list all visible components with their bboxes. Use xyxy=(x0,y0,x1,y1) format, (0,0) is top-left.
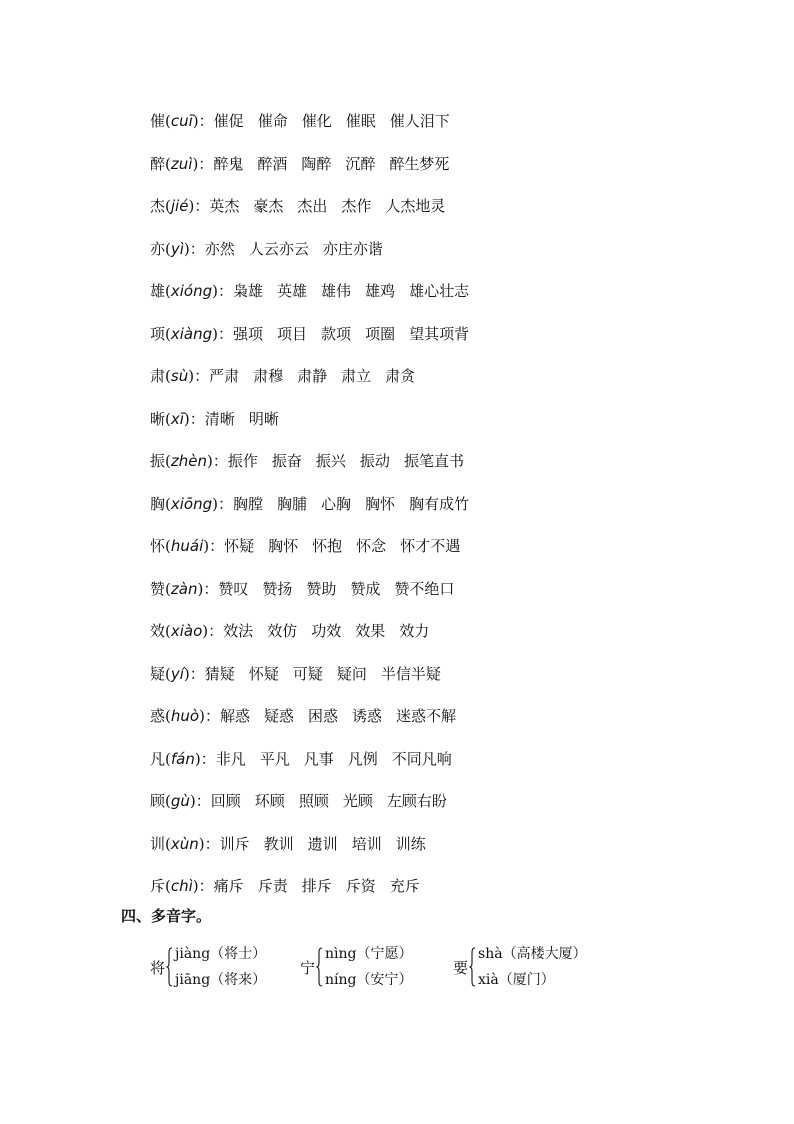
entry-pinyin: gù xyxy=(170,792,190,810)
entry-word: 亦然 xyxy=(204,239,235,258)
entry-word: 强项 xyxy=(233,324,264,343)
entry-pinyin: xiào xyxy=(170,622,203,640)
close-paren: ) xyxy=(183,239,190,258)
open-paren: ( xyxy=(165,324,171,343)
entry-word: 不同凡响 xyxy=(391,749,452,768)
reading-pinyin: jiàng xyxy=(175,946,211,962)
entry-word: 遗训 xyxy=(307,834,338,853)
open-paren: ( xyxy=(165,112,171,130)
open-paren: ( xyxy=(165,154,171,173)
close-paren: ) xyxy=(192,112,199,130)
polyphone-character: 要 xyxy=(453,958,469,977)
vocab-entry xyxy=(150,568,483,611)
entry-word: 项圈 xyxy=(365,324,396,343)
colon: ： xyxy=(204,707,220,725)
reading-example: （将士） xyxy=(210,946,267,962)
vocab-entry xyxy=(150,525,483,568)
entry-pinyin: chì xyxy=(170,877,193,895)
entry-word: 充斥 xyxy=(389,877,420,895)
entry-word: 肃穆 xyxy=(253,367,284,385)
colon: ： xyxy=(217,494,233,513)
entry-character: 雄 xyxy=(150,282,166,300)
entry-word: 心胸 xyxy=(321,494,352,513)
entry-word: 赞叹 xyxy=(218,579,249,598)
polyphone-character: 将 xyxy=(150,958,166,977)
open-paren: ( xyxy=(165,197,171,215)
entry-word: 斥责 xyxy=(257,877,288,895)
reading-pinyin: shà xyxy=(478,946,503,962)
polyphone-list xyxy=(150,940,710,994)
entry-character: 惑 xyxy=(150,707,166,725)
entry-word: 赞成 xyxy=(350,579,381,598)
entry-pinyin: zhèn xyxy=(170,452,207,470)
entry-word: 怀念 xyxy=(356,537,387,555)
entry-character: 凡 xyxy=(150,749,166,768)
entry-word: 催人泪下 xyxy=(389,112,450,130)
entry-character: 斥 xyxy=(150,877,166,895)
entry-character: 催 xyxy=(150,112,166,130)
reading-pinyin: níng xyxy=(325,972,357,988)
entry-word: 效法 xyxy=(223,622,254,640)
entry-character: 顾 xyxy=(150,792,166,810)
brace-icon xyxy=(166,947,173,987)
entry-word: 照顾 xyxy=(298,792,329,810)
entry-word: 醉鬼 xyxy=(213,154,244,173)
entry-character: 肃 xyxy=(150,367,166,385)
open-paren: ( xyxy=(165,409,171,428)
colon: ： xyxy=(194,197,210,215)
entry-word: 振奋 xyxy=(271,452,302,470)
entry-word: 项目 xyxy=(277,324,308,343)
close-paren: ) xyxy=(192,877,199,895)
close-paren: ) xyxy=(199,707,205,725)
open-paren: ( xyxy=(165,282,171,300)
open-paren: ( xyxy=(165,537,171,555)
colon: ： xyxy=(198,154,214,173)
vocab-entry xyxy=(150,440,483,483)
entry-word: 催命 xyxy=(257,112,288,130)
colon: ： xyxy=(204,834,220,853)
close-paren: ) xyxy=(192,154,199,173)
entry-word: 效果 xyxy=(355,622,386,640)
reading-example: （安宁） xyxy=(356,972,413,988)
entry-word: 怀疑 xyxy=(224,537,255,555)
entry-word: 醉生梦死 xyxy=(389,154,450,173)
vocab-entry xyxy=(150,865,483,908)
entry-word: 沉醉 xyxy=(345,154,376,173)
entry-pinyin: cuī xyxy=(170,112,193,130)
entry-pinyin: xiàng xyxy=(170,324,213,343)
colon: ： xyxy=(198,112,214,130)
entry-character: 醉 xyxy=(150,154,166,173)
colon: ： xyxy=(212,452,228,470)
entry-pinyin: huò xyxy=(170,707,200,725)
reading-pinyin: nìng xyxy=(325,946,357,962)
vocab-entry xyxy=(150,313,483,356)
entry-word: 猜疑 xyxy=(204,664,235,683)
entry-word: 雄鸡 xyxy=(365,282,396,300)
entry-word: 赞不绝口 xyxy=(394,579,455,598)
entry-word: 回顾 xyxy=(210,792,241,810)
section-title: 四、多音字。 xyxy=(121,907,212,925)
entry-word: 陶醉 xyxy=(301,154,332,173)
entry-word: 雄心壮志 xyxy=(409,282,470,300)
reading-example: （高楼大厦） xyxy=(502,946,587,962)
entry-word: 人杰地灵 xyxy=(385,197,446,215)
entry-word: 望其项背 xyxy=(409,324,470,343)
polyphone-reading xyxy=(175,969,266,991)
vocabulary-list xyxy=(150,100,483,908)
colon: ： xyxy=(208,622,224,640)
entry-word: 醉酒 xyxy=(257,154,288,173)
entry-word: 振作 xyxy=(227,452,258,470)
vocab-entry xyxy=(150,738,483,781)
reading-example: （将来） xyxy=(210,972,267,988)
entry-word: 怀疑 xyxy=(248,664,279,683)
open-paren: ( xyxy=(165,239,171,258)
entry-pinyin: huái xyxy=(170,537,204,555)
close-paren: ) xyxy=(207,452,213,470)
polyphone-reading xyxy=(478,943,587,965)
vocab-entry xyxy=(150,228,483,271)
vocab-entry xyxy=(150,355,483,398)
vocab-entry xyxy=(150,100,483,143)
entry-word: 振动 xyxy=(359,452,390,470)
close-paren: ) xyxy=(188,367,195,385)
entry-word: 肃静 xyxy=(297,367,328,385)
close-paren: ) xyxy=(198,834,205,853)
close-paren: ) xyxy=(202,622,209,640)
open-paren: ( xyxy=(165,622,171,640)
reading-example: （宁愿） xyxy=(356,946,413,962)
entry-character: 怀 xyxy=(150,537,166,555)
entry-word: 人云亦云 xyxy=(248,239,309,258)
entry-word: 斥资 xyxy=(345,877,376,895)
entry-word: 迷惑不解 xyxy=(396,707,457,725)
open-paren: ( xyxy=(165,877,171,895)
entry-word: 振笔直书 xyxy=(403,452,464,470)
vocab-entry xyxy=(150,143,483,186)
vocab-entry xyxy=(150,185,483,228)
colon: ： xyxy=(218,324,234,343)
close-paren: ) xyxy=(212,282,218,300)
entry-word: 胸膛 xyxy=(233,494,264,513)
entry-character: 亦 xyxy=(150,239,166,258)
entry-word: 功效 xyxy=(311,622,342,640)
entry-word: 款项 xyxy=(321,324,352,343)
entry-word: 可疑 xyxy=(292,664,323,683)
entry-word: 英杰 xyxy=(209,197,240,215)
polyphone-readings xyxy=(175,943,266,991)
reading-example: （厦门） xyxy=(498,972,555,988)
open-paren: ( xyxy=(165,579,171,598)
vocab-entry xyxy=(150,483,483,526)
entry-character: 杰 xyxy=(150,197,166,215)
entry-word: 效力 xyxy=(399,622,430,640)
entry-word: 严肃 xyxy=(209,367,240,385)
entry-pinyin: zàn xyxy=(170,579,198,598)
entry-word: 环顾 xyxy=(254,792,285,810)
entry-word: 豪杰 xyxy=(253,197,284,215)
entry-word: 效仿 xyxy=(267,622,298,640)
close-paren: ) xyxy=(212,324,218,343)
vocab-entry xyxy=(150,780,483,823)
entry-word: 光顾 xyxy=(342,792,373,810)
reading-pinyin: jiāng xyxy=(175,972,211,988)
open-paren: ( xyxy=(165,494,171,513)
entry-character: 晰 xyxy=(150,409,166,428)
colon: ： xyxy=(189,239,205,258)
entry-pinyin: fán xyxy=(170,749,195,768)
close-paren: ) xyxy=(183,664,190,683)
open-paren: ( xyxy=(165,664,171,683)
polyphone-reading xyxy=(325,969,412,991)
entry-word: 怀抱 xyxy=(312,537,343,555)
entry-word: 训斥 xyxy=(219,834,250,853)
entry-word: 胸怀 xyxy=(365,494,396,513)
entry-word: 振兴 xyxy=(315,452,346,470)
entry-word: 催促 xyxy=(213,112,244,130)
entry-character: 赞 xyxy=(150,579,166,598)
polyphone-readings xyxy=(325,943,412,991)
entry-word: 凡例 xyxy=(347,749,378,768)
close-paren: ) xyxy=(203,537,210,555)
entry-word: 英雄 xyxy=(277,282,308,300)
polyphone-group xyxy=(300,940,413,994)
entry-word: 雄伟 xyxy=(321,282,352,300)
entry-word: 明晰 xyxy=(248,409,279,428)
colon: ： xyxy=(217,282,233,300)
entry-pinyin: yí xyxy=(170,664,184,683)
entry-word: 胸有成竹 xyxy=(409,494,470,513)
open-paren: ( xyxy=(165,707,171,725)
entry-word: 肃贪 xyxy=(385,367,416,385)
entry-word: 疑惑 xyxy=(263,707,294,725)
entry-word: 培训 xyxy=(351,834,382,853)
entry-word: 痛斥 xyxy=(213,877,244,895)
colon: ： xyxy=(189,409,205,428)
entry-pinyin: xiōng xyxy=(170,494,213,513)
open-paren: ( xyxy=(165,367,171,385)
close-paren: ) xyxy=(212,494,218,513)
reading-pinyin: xià xyxy=(478,972,499,988)
entry-word: 催化 xyxy=(301,112,332,130)
colon: ： xyxy=(198,877,214,895)
entry-word: 赞扬 xyxy=(262,579,293,598)
polyphone-reading xyxy=(478,969,587,991)
polyphone-readings xyxy=(478,943,587,991)
entry-pinyin: xùn xyxy=(170,834,199,853)
entry-word: 枭雄 xyxy=(233,282,264,300)
vocab-entry xyxy=(150,695,483,738)
open-paren: ( xyxy=(165,749,171,768)
entry-character: 效 xyxy=(150,622,166,640)
entry-word: 杰出 xyxy=(297,197,328,215)
polyphone-reading xyxy=(175,943,266,965)
polyphone-character: 宁 xyxy=(300,958,316,977)
entry-character: 项 xyxy=(150,324,166,343)
entry-word: 催眠 xyxy=(345,112,376,130)
entry-pinyin: jié xyxy=(170,197,189,215)
colon: ： xyxy=(200,749,216,768)
colon: ： xyxy=(194,367,210,385)
polyphone-group xyxy=(150,940,266,994)
close-paren: ) xyxy=(197,579,204,598)
entry-word: 清晰 xyxy=(204,409,235,428)
open-paren: ( xyxy=(165,834,171,853)
polyphone-group xyxy=(453,940,587,994)
vocab-entry xyxy=(150,270,483,313)
close-paren: ) xyxy=(189,792,196,810)
entry-pinyin: zuì xyxy=(170,154,193,173)
entry-word: 排斥 xyxy=(301,877,332,895)
colon: ： xyxy=(189,664,205,683)
entry-word: 解惑 xyxy=(219,707,250,725)
colon: ： xyxy=(203,579,219,598)
vocab-entry xyxy=(150,610,483,653)
entry-word: 胸脯 xyxy=(277,494,308,513)
entry-word: 怀才不遇 xyxy=(400,537,461,555)
entry-character: 胸 xyxy=(150,494,166,513)
entry-word: 困惑 xyxy=(307,707,338,725)
polyphone-reading xyxy=(325,943,412,965)
close-paren: ) xyxy=(194,749,201,768)
close-paren: ) xyxy=(183,409,190,428)
entry-word: 疑问 xyxy=(336,664,367,683)
entry-word: 凡事 xyxy=(303,749,334,768)
entry-pinyin: xī xyxy=(170,409,184,428)
vocab-entry xyxy=(150,653,483,696)
entry-character: 训 xyxy=(150,834,166,853)
entry-word: 胸怀 xyxy=(268,537,299,555)
colon: ： xyxy=(209,537,225,555)
entry-word: 诱惑 xyxy=(352,707,383,725)
entry-word: 赞助 xyxy=(306,579,337,598)
entry-word: 半信半疑 xyxy=(380,664,441,683)
vocab-entry xyxy=(150,398,483,441)
entry-word: 左顾右盼 xyxy=(386,792,447,810)
vocab-entry xyxy=(150,823,483,866)
open-paren: ( xyxy=(165,452,171,470)
entry-word: 非凡 xyxy=(215,749,246,768)
entry-word: 肃立 xyxy=(341,367,372,385)
close-paren: ) xyxy=(188,197,195,215)
entry-word: 亦庄亦谐 xyxy=(322,239,383,258)
brace-icon xyxy=(316,947,323,987)
entry-word: 平凡 xyxy=(259,749,290,768)
entry-word: 教训 xyxy=(263,834,294,853)
entry-pinyin: sù xyxy=(170,367,189,385)
entry-word: 杰作 xyxy=(341,197,372,215)
entry-pinyin: yì xyxy=(170,239,184,258)
colon: ： xyxy=(195,792,211,810)
entry-pinyin: xióng xyxy=(170,282,213,300)
entry-character: 振 xyxy=(150,452,166,470)
entry-character: 疑 xyxy=(150,664,166,683)
brace-icon xyxy=(469,947,476,987)
entry-word: 训练 xyxy=(395,834,426,853)
open-paren: ( xyxy=(165,792,171,810)
